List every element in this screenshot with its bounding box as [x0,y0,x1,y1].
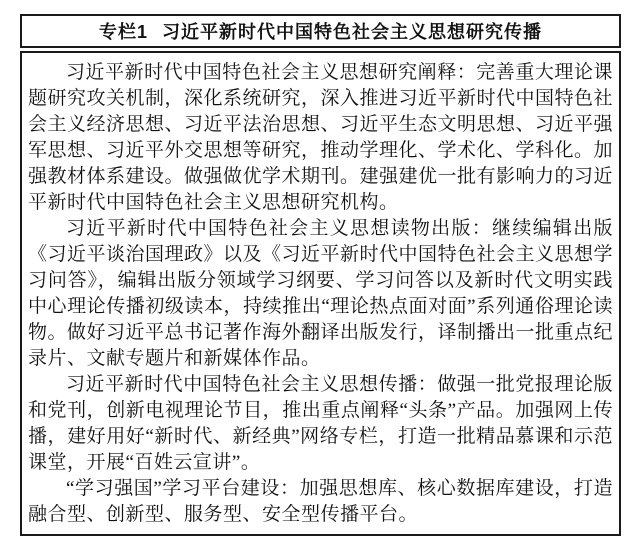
column-number-label: 专栏1 [98,22,148,42]
paragraph-publications: 习近平新时代中国特色社会主义思想读物出版：继续编辑出版《习近平谈治国理政》以及《习近平新时代中国特色社会主义思想学习问答》，编辑出版分领域学习纲要、学习问答以及新时代文明实践中心理论传播初级读本，持续推出“理论热点面对面”系列通俗理论读物。做好习近平总书记著作海外翻译出版发行，译制播出一批重点纪录片、文献专题片和新媒体作品。 [28,218,614,369]
paragraph-dissemination: 习近平新时代中国特色社会主义思想传播：做强一批党报理论版和党刊，创新电视理论节目，推出重点阐释“头条”产品。加强网上传播，建好用好“新时代、新经典”网络专栏，打造一批精品慕课和示范课堂，开展“百姓云宣讲”。 [28,374,613,473]
column-title-bar [20,14,621,48]
column-body [20,51,621,536]
column-title-text: 习近平新时代中国特色社会主义思想研究传播 [162,22,542,42]
paragraph-xuexi-qiangguo-platform: “学习强国”学习平台建设：加强思想库、核心数据库建设，打造融合型、创新型、服务型、安全型传播平台。 [28,478,613,525]
column-box [20,14,621,536]
paragraph-research-interpretation: 习近平新时代中国特色社会主义思想研究阐释：完善重大理论课题研究攻关机制，深化系统研究，深入推进习近平新时代中国特色社会主义经济思想、习近平法治思想、习近平生态文明思想、习近平强军思想、习近平外交思想等研究，推动学理化、学术化、学科化。加强教材体系建设。做强做优学术期刊。建强建优一批有影响力的习近平新时代中国特色社会主义思想研究机构。 [28,62,614,213]
